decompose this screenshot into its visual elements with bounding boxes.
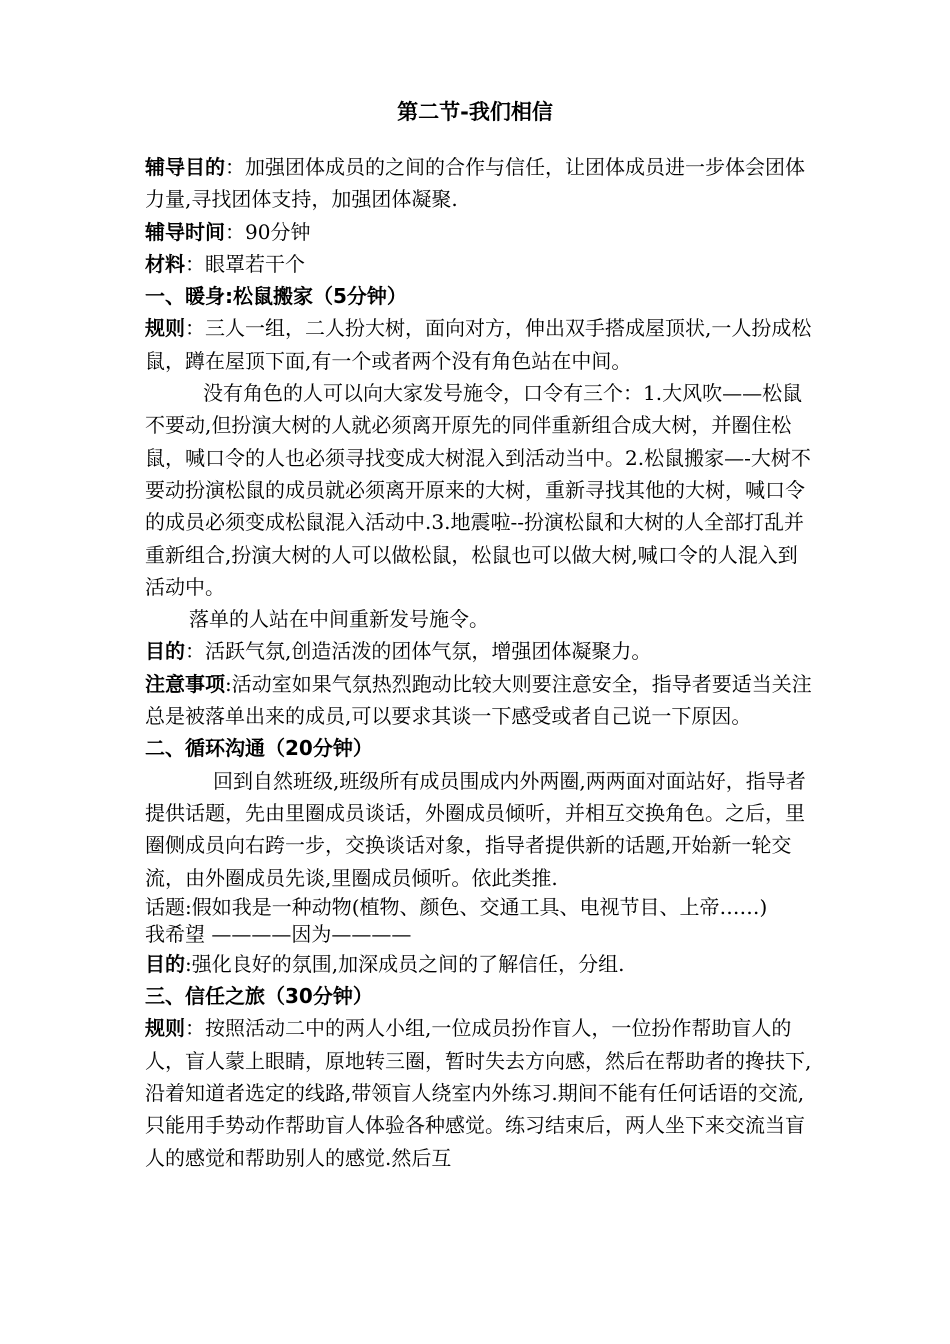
time-text: ：90分钟 [225,219,311,244]
material-paragraph [145,248,815,280]
section-3-heading: 三、信任之旅（30分钟） [145,984,373,1009]
section-1-commands: 没有角色的人可以向大家发号施令，口令有三个：1.大风吹——松鼠不要动,但扮演大树的人就必须离开原先的同伴重新组合成大树，并圈住松鼠，喊口令的人也必须寻找变成大树混入到活动当中。2.松鼠搬家—-大树不要动扮演松鼠的成员就必须离开原来的大树，重新寻找其他的大树，喊口令的成员必须变成松鼠混入活动中.3.地震啦--扮演松鼠和大树的人全部打乱并重新组合,扮演大树的人可以做松鼠，松鼠也可以做大树,喊口令的人混入到活动中。 [145,381,811,599]
section-2-hope: 我希望 ————因为———— [145,921,412,946]
section-1-note-text: :活动室如果气氛热烈跑动比较大则要注意安全，指导者要适当关注总是被落单出来的成员,可以要求其谈一下感受或者自己说一下原因。 [145,671,812,729]
section-3-rule [145,1012,815,1173]
goal-text: ：加强团体成员的之间的合作与信任，让团体成员进一步体会团体力量,寻找团体支持，加强团体凝聚. [145,155,805,212]
time-paragraph [145,216,815,248]
material-text: ：眼罩若干个 [185,251,305,276]
section-1-purpose-label: 目的 [145,639,185,664]
section-1-rule-text: ：三人一组，二人扮大树，面向对方，伸出双手搭成屋顶状,一人扮成松鼠，蹲在屋顶下面,有一个或者两个没有角色站在中间。 [145,316,812,373]
section-1-note [145,668,815,733]
page-title: 第二节-我们相信 [397,100,553,124]
section-1-rule [145,312,815,377]
section-2-purpose [145,948,815,980]
section-1-purpose-text: ：活跃气氛,创造活泼的团体气氛，增强团体凝聚力。 [185,639,652,664]
section-1-purpose [145,635,815,667]
section-1-note-label: 注意事项 [145,671,225,696]
section-2-body: 回到自然班级,班级所有成员围成内外两圈,两两面对面站好，指导者提供话题，先由里圈成员谈话，外圈成员倾听，并相互交换角色。之后，里圈侧成员向右跨一步，交换谈话对象，指导者提供新的话题,开始新一轮交流，由外圈成员先谈,里圈成员倾听。依此类推. [145,768,806,890]
document-body [145,151,815,1174]
goal-label: 辅导目的 [145,155,225,179]
section-3-rule-label: 规则 [145,1016,185,1041]
material-label: 材料 [145,251,185,276]
section-2-heading: 二、循环沟通（20分钟） [145,736,373,761]
section-1-heading: 一、暖身:松鼠搬家（5分钟） [145,284,407,309]
section-2-purpose-label: 目的 [145,951,185,976]
time-label: 辅导时间 [145,219,225,244]
section-3-rule-text: ：按照活动二中的两人小组,一位成员扮作盲人，一位扮作帮助盲人的人，盲人蒙上眼睛，原地转三圈，暂时失去方向感，然后在帮助者的搀扶下,沿着知道者选定的线路,带领盲人绕室内外练习.期间不能有任何话语的交流,只能用手势动作帮助盲人体验各种感觉。练习结束后，两人坐下来交流当盲人的感觉和帮助别人的感觉.然后互 [145,1016,812,1170]
section-2-purpose-text: :强化良好的氛围,加深成员之间的了解信任，分组. [185,951,625,976]
section-2-topic: 话题:假如我是一种动物(植物、颜色、交通工具、电视节目、上帝……) [145,894,768,919]
goal-paragraph [145,151,815,216]
section-1-lone: 落单的人站在中间重新发号施令。 [189,607,489,632]
section-1-rule-label: 规则 [145,316,185,341]
